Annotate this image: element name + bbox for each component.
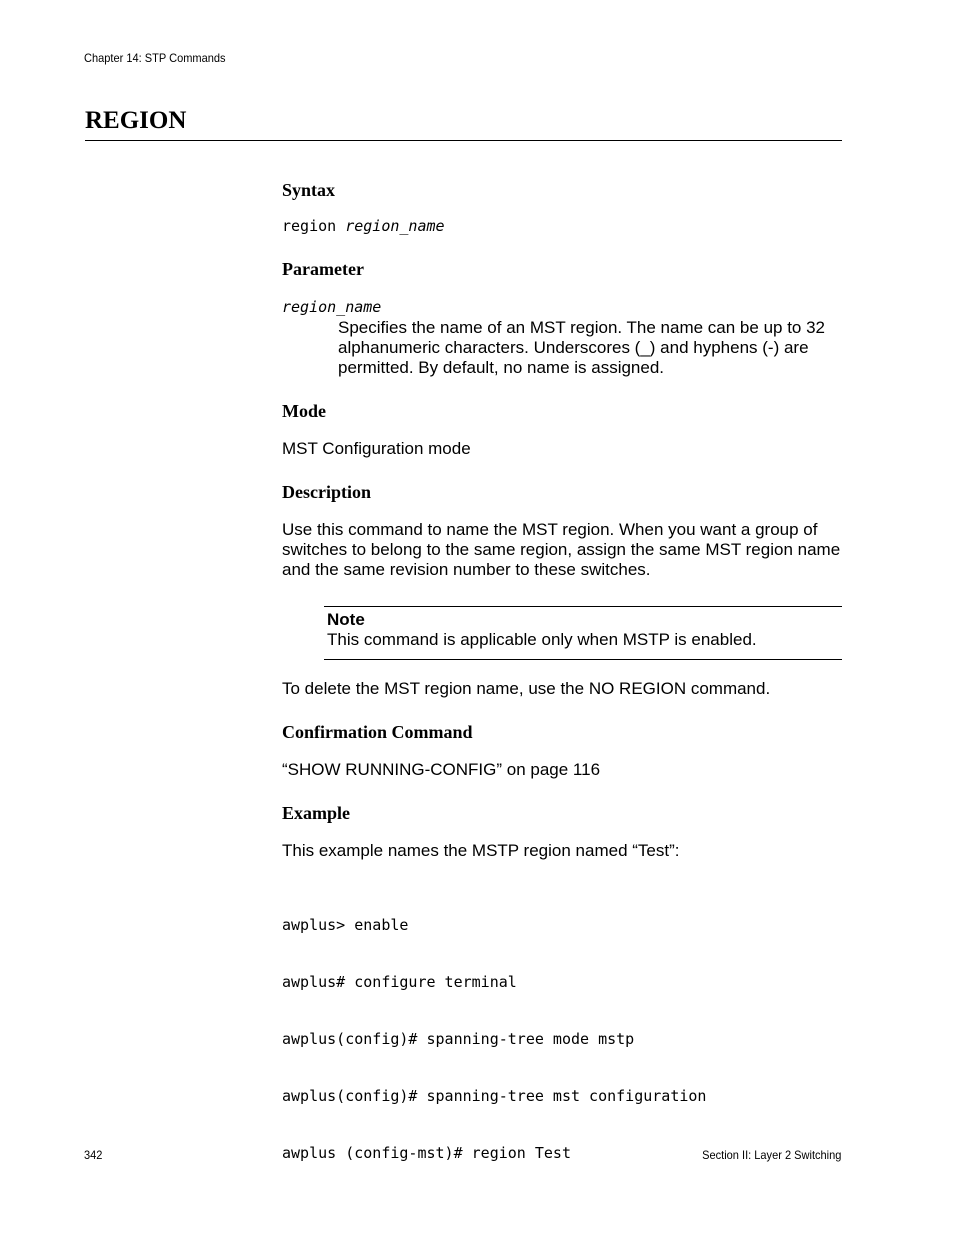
confirmation-reference[interactable]: “SHOW RUNNING-CONFIG” on page 116 bbox=[282, 760, 601, 779]
description-text: Use this command to name the MST region. When you want a group of switches to belong to the same region, assign the same MST region name and the same revision number to these switches. bbox=[282, 520, 841, 579]
syntax-heading: Syntax bbox=[282, 180, 336, 200]
code-line: awplus# configure terminal bbox=[282, 973, 517, 991]
mode-text: MST Configuration mode bbox=[282, 439, 471, 458]
example-intro: This example names the MSTP region named “Test”: bbox=[282, 841, 680, 860]
confirmation-heading: Confirmation Command bbox=[282, 722, 473, 742]
note-box bbox=[324, 606, 842, 660]
parameter-heading: Parameter bbox=[282, 259, 364, 279]
code-line: awplus(config)# spanning-tree mode mstp bbox=[282, 1030, 635, 1048]
mode-heading: Mode bbox=[282, 401, 326, 421]
syntax-argument: region_name bbox=[345, 217, 445, 235]
running-header: Chapter 14: STP Commands bbox=[84, 51, 226, 65]
parameter-name: region_name bbox=[282, 298, 382, 316]
section-footer: Section II: Layer 2 Switching bbox=[701, 1148, 841, 1162]
page-number: 342 bbox=[84, 1148, 103, 1162]
syntax-command: region bbox=[282, 217, 337, 235]
code-line: awplus> enable bbox=[282, 916, 409, 934]
note-title: Note bbox=[327, 610, 365, 629]
code-line: awplus (config-mst)# region Test bbox=[282, 1144, 571, 1162]
note-text: This command is applicable only when MSTP is enabled. bbox=[327, 630, 757, 649]
description-heading: Description bbox=[282, 482, 371, 502]
title-underline bbox=[85, 140, 842, 141]
example-code-block bbox=[282, 878, 706, 1182]
parameter-description: Specifies the name of an MST region. The name can be up to 32 alphanumeric characters. Underscores (_) and hyphens (-) are permitted. By default, no name is assigned. bbox=[338, 318, 826, 377]
page-title: REGION bbox=[85, 107, 187, 134]
example-heading: Example bbox=[282, 803, 351, 823]
code-line: awplus(config)# spanning-tree mst configuration bbox=[282, 1087, 707, 1105]
delete-instruction: To delete the MST region name, use the NO REGION command. bbox=[282, 679, 771, 698]
syntax-line bbox=[282, 217, 445, 236]
